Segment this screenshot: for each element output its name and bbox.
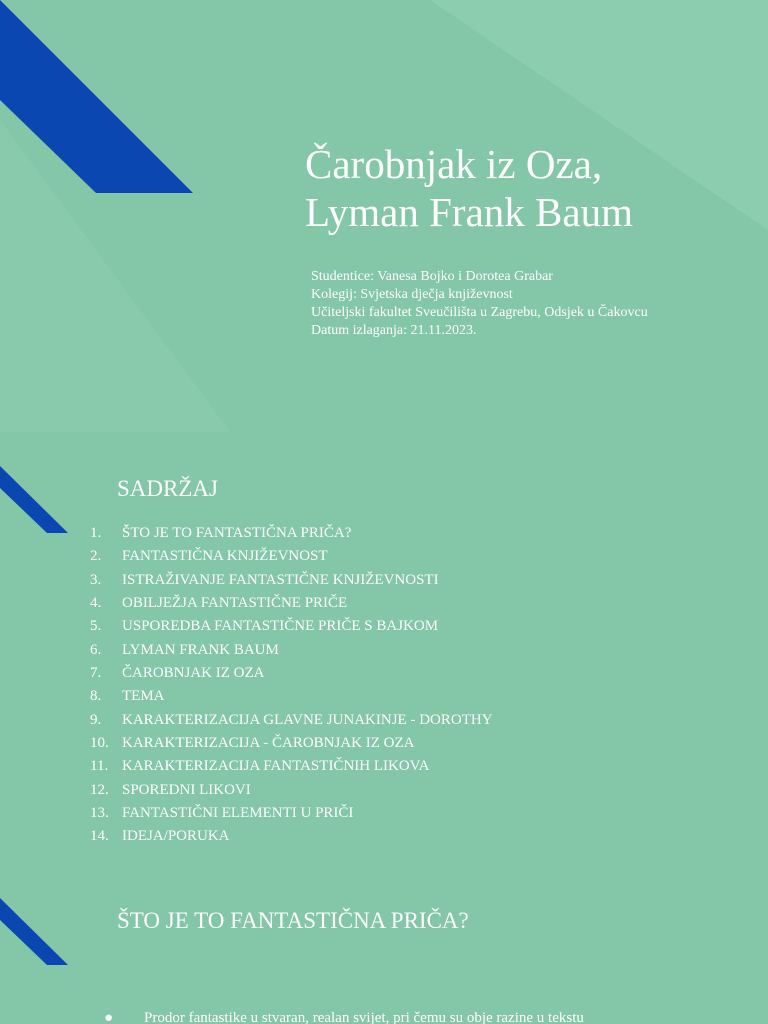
detail-course: Kolegij: Svjetska dječja književnost [311,287,513,302]
list-item: 13. FANTASTIČNI ELEMENTI U PRIČI [90,805,354,822]
bullet-dot: ● [104,1010,114,1024]
list-item: 7. ČAROBNJAK IZ OZA [90,665,265,682]
title-slide [0,0,768,432]
section-slide [0,864,768,1024]
presentation-title [305,140,745,236]
blue-stripe-accent [0,898,68,965]
title-line-1: Čarobnjak iz Oza, [305,141,603,187]
section-heading: ŠTO JE TO FANTASTIČNA PRIČA? [117,908,469,933]
list-item: 11. KARAKTERIZACIJA FANTASTIČNIH LIKOVA [90,758,430,775]
contents-slide [0,432,768,864]
list-item: 12. SPOREDNI LIKOVI [90,781,251,798]
presentation-details [311,268,751,340]
contents-list [90,522,493,849]
bullet-text: Prodor fantastike u stvaran, realan svijet, pri čemu su obje razine u tekstu [144,1010,584,1024]
list-item: 2. FANTASTIČNA KNJIŽEVNOST [90,548,328,565]
list-item: 5. USPOREDBA FANTASTIČNE PRIČE S BAJKOM [90,618,439,635]
blue-stripe-accent [0,466,68,533]
list-item: 9. KARAKTERIZACIJA GLAVNE JUNAKINJE - DOROTHY [90,711,493,728]
list-item: 10. KARAKTERIZACIJA - ČAROBNJAK IZ OZA [90,735,415,752]
detail-faculty: Učiteljski fakultet Sveučilišta u Zagrebu, Odsjek u Čakovcu [311,305,648,320]
list-item: 3. ISTRAŽIVANJE FANTASTIČNE KNJIŽEVNOSTI [90,571,439,588]
list-item: 6. LYMAN FRANK BAUM [90,641,279,658]
contents-heading: SADRŽAJ [117,476,218,501]
detail-date: Datum izlaganja: 21.11.2023. [311,323,477,338]
list-item: 8. TEMA [90,688,165,705]
list-item: 1. ŠTO JE TO FANTASTIČNA PRIČA? [90,525,352,541]
detail-students: Studentice: Vanesa Bojko i Dorotea Grabar [311,269,553,284]
list-item: 4. OBILJEŽJA FANTASTIČNE PRIČE [90,595,348,612]
list-item: 14. IDEJA/PORUKA [90,828,230,845]
title-line-2: Lyman Frank Baum [305,189,633,235]
slide-decoration [0,864,768,1024]
bullet-item [104,1010,584,1024]
